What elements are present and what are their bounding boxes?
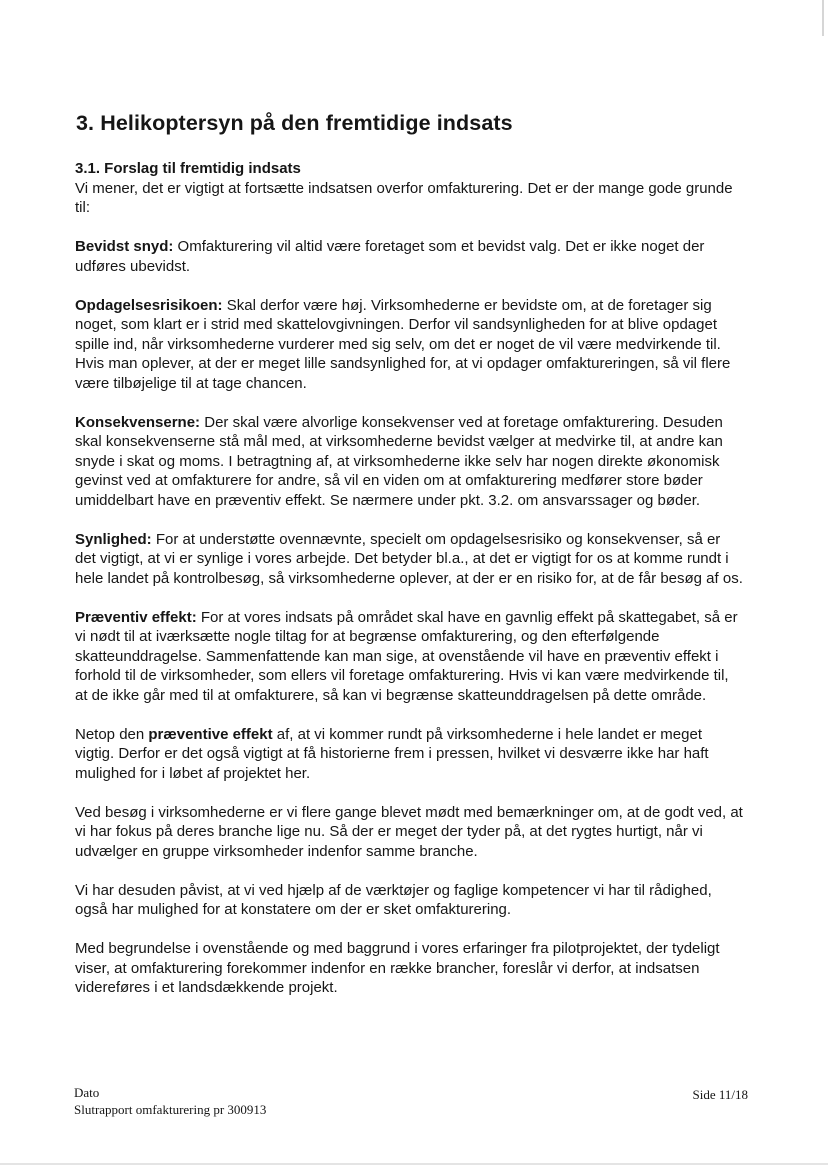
- section-intro-text: Vi mener, det er vigtigt at fortsætte indsatsen overfor omfakturering. Det er der mange gode grunde til:: [75, 179, 733, 216]
- paragraph-text: Skal derfor være høj. Virksomhederne er bevidste om, at de foretager sig noget, som klart er i strid med skattelovgivningen. Derfor vil sandsynligheden for at blive opdaget spille ind, når virksomhederne vurderer med sig selv, om det er noget de vil være medvirkende til. Hvis man oplever, at der er meget lille sandsynlighed for, at vi opdager omfaktureringen, så vil flere være tilbøjelige til at tage chancen.: [75, 296, 731, 392]
- paragraph-text: For at vores indsats på området skal have en gavnlig effekt på skattegabet, så er vi nødt til at iværksætte nogle tiltag for at begrænse omfakturering, og den efterfølgende skatteunddragelse. Sammenfattende kan man sige, at ovenstående vil have en præventiv effekt i forhold til de virksomheder, som ellers vil foretage omfakturering. Hvis vi kan være medvirkende til, at de ikke går med til at omfakturere, så kan vi begrænse skatteunddragelsen på dette område.: [75, 608, 738, 704]
- scan-edge: [822, 0, 824, 36]
- paragraph-text: For at understøtte ovennævnte, specielt om opdagelsesrisiko og konsekvenser, så er det vigtigt, at vi er synlige i vores arbejde. Det betyder bl.a., at det er vigtigt for os at komme rundt i hele landet på kontrolbesøg, så virksomhederne oplever, at der er en risiko for, at de får besøg af os.: [75, 530, 743, 587]
- paragraph-text: Der skal være alvorlige konsekvenser ved at foretage omfakturering. Desuden skal konsekvenserne stå mål med, at virksomhederne bevidst vælger at medvirke til, at andre kan snyde i skat og moms. I betragtning af, at virksomhederne ikke selv har nogen direkte økonomisk gevinst ved at omfakturere for andre, så vil en viden om at omfakturering medfører store bøder umiddelbart have en præventiv effekt. Se nærmere under pkt. 3.2. om ansvarssager og bøder.: [75, 413, 723, 509]
- paragraph-lead: Konsekvenserne:: [75, 413, 201, 431]
- paragraph-praeventiv-effekt: [75, 608, 743, 706]
- paragraph-konsekvenserne: [75, 413, 743, 511]
- paragraph-netop: [75, 725, 743, 784]
- paragraph-lead: Bevidst snyd:: [75, 238, 174, 255]
- paragraph-med-begrundelse: Med begrundelse i ovenstående og med baggrund i vores erfaringer fra pilotprojektet, der tydeligt viser, at omfakturering forekommer indenfor en række brancher, foreslår vi derfor, at indsatsen videreføres i et landsdækkende projekt.: [75, 940, 720, 996]
- paragraph-lead: Opdagelsesrisikoen:: [75, 296, 223, 314]
- paragraph-opdagelsesrisikoen: [75, 296, 743, 394]
- footer-left: [74, 1084, 266, 1118]
- paragraph-vi-har-desuden: Vi har desuden påvist, at vi ved hjælp af de værktøjer og faglige kompetencer vi har til rådighed, også har mulighed for at konstatere om der er sket omfakturering.: [75, 881, 712, 918]
- paragraph-lead: Synlighed:: [75, 530, 152, 548]
- paragraph-text: Netop den: [75, 725, 149, 743]
- paragraph-lead: Præventiv effekt:: [75, 608, 197, 626]
- section-intro: [75, 159, 743, 218]
- paragraph-synlighed: [75, 530, 743, 589]
- document-body: [75, 159, 743, 1017]
- page-number: Side 11/18: [692, 1087, 748, 1102]
- section-title: 3.1. Forslag til fremtidig indsats: [75, 160, 301, 177]
- paragraph-text: Omfakturering vil altid være foretaget som et bevidst valg. Det er ikke noget der udføres ubevidst.: [75, 238, 705, 275]
- scan-edge: [0, 1163, 828, 1165]
- paragraph-emphasis: præventive effekt: [148, 725, 273, 743]
- paragraph-text: af, at vi kommer rundt på virksomhederne i hele landet er meget vigtig. Derfor er det også vigtigt at få historierne frem i pressen, hvilket vi desværre ikke har haft mulighed for i løbet af projektet her.: [75, 725, 709, 782]
- paragraph-ved-besoeg: Ved besøg i virksomhederne er vi flere gange blevet mødt med bemærkninger om, at de godt ved, at vi har fokus på deres branche lige nu. Så der er meget der tyder på, at det rygtes hurtigt, når vi udvælger en gruppe virksomheder indenfor samme branche.: [75, 803, 743, 860]
- paragraph-bevidst-snyd: [75, 237, 743, 276]
- footer-date-label: Dato: [74, 1085, 100, 1100]
- footer-report-name: Slutrapport omfakturering pr 300913: [74, 1102, 267, 1117]
- page-heading: 3. Helikoptersyn på den fremtidige indsats: [76, 111, 513, 135]
